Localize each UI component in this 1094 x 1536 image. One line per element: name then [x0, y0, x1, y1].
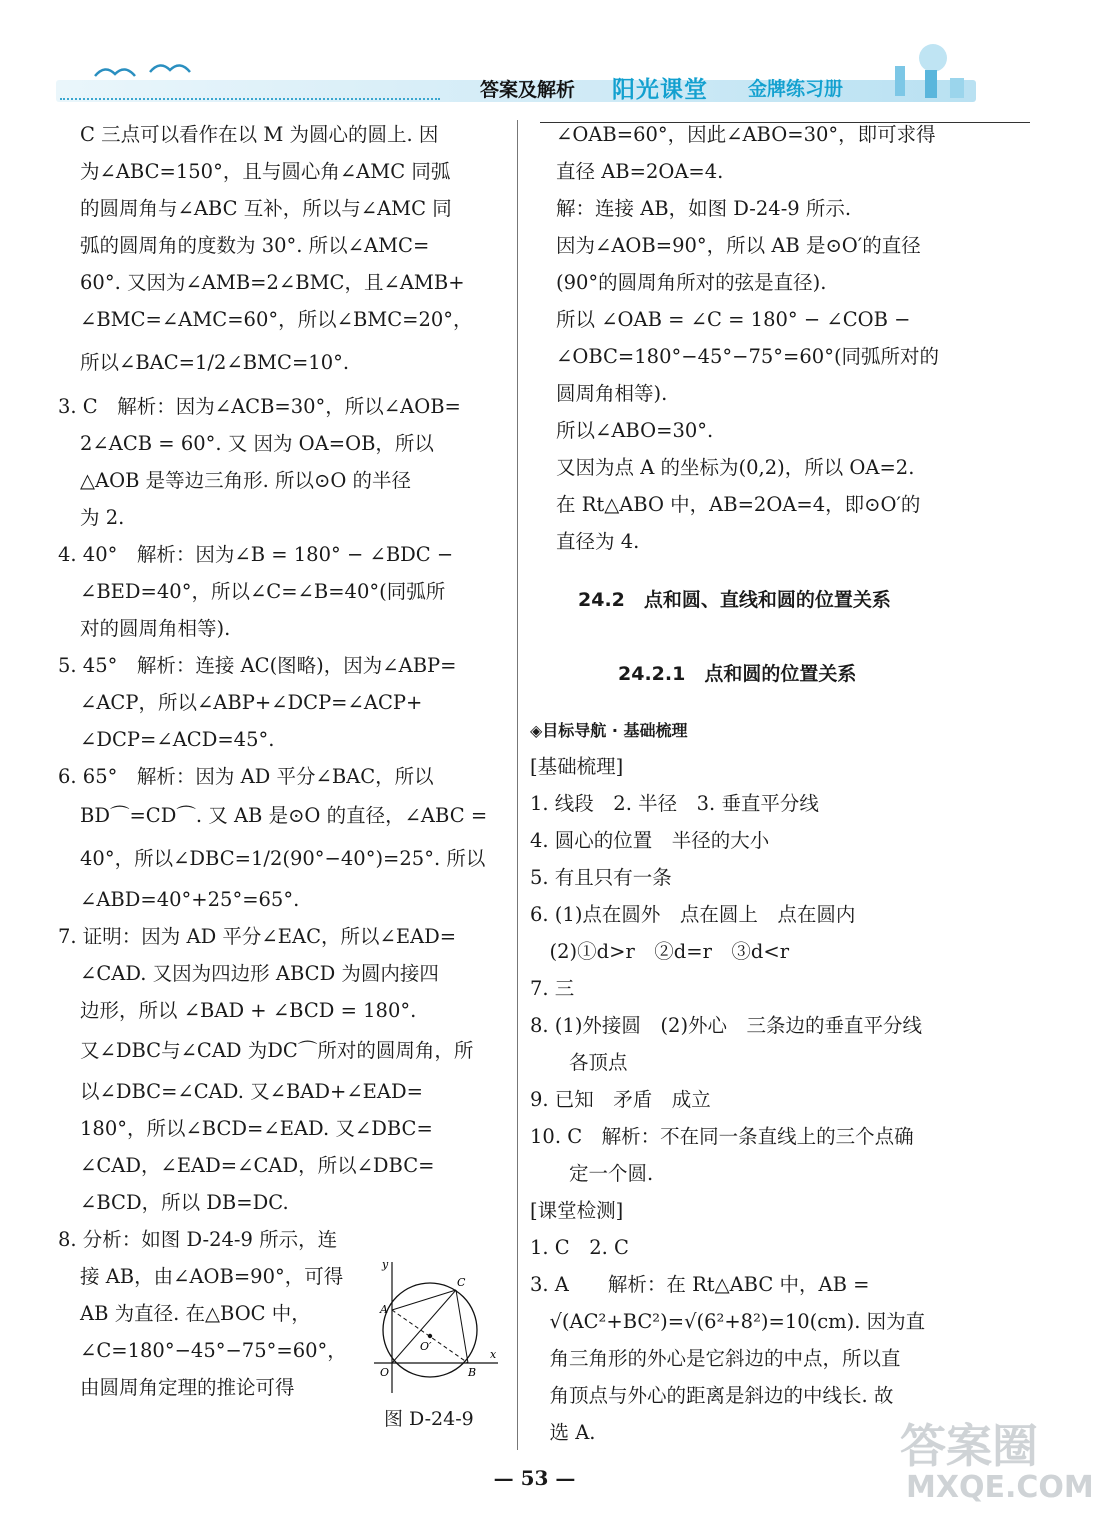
text-line: 60°. 又因为∠AMB=2∠BMC，且∠AMB+ — [80, 271, 465, 294]
header-brand: 阳光课堂 — [612, 76, 708, 103]
text-line: 7. 证明：因为 AD 平分∠EAC，所以∠EAD= — [58, 925, 457, 948]
text-line: 5. 45° 解析：连接 AC(图略)，因为∠ABP= — [58, 654, 457, 677]
point-label-b: B — [468, 1366, 477, 1379]
text-line: 直径为 4. — [556, 530, 640, 553]
watermark-logo: 答案圈 — [900, 1419, 1038, 1473]
text-line: 3. A 解析：在 Rt△ABC 中，AB = — [530, 1273, 870, 1296]
watermark-url: MXQE.COM — [906, 1470, 1094, 1505]
axis-label-y: y — [382, 1258, 389, 1271]
text-line: ∠C=180°−45°−75°=60°， — [80, 1339, 347, 1362]
text-line: 直径 AB=2OA=4. — [556, 160, 724, 183]
text-line: 40°，所以∠DBC=1/2(90°−40°)=25°. 所以 — [80, 847, 486, 870]
text-line: 所以∠BAC=1/2∠BMC=10°. — [80, 351, 350, 374]
text-line: 各顶点 — [530, 1051, 628, 1074]
text-line: ∠BED=40°，所以∠C=∠B=40°(同弧所 — [80, 580, 446, 603]
header-dotted-line — [60, 84, 440, 100]
text-line: ∠BMC=∠AMC=60°，所以∠BMC=20°， — [80, 308, 473, 331]
text-line: 角顶点与外心的距离是斜边的中线长. 故 — [530, 1384, 894, 1407]
text-line: 8. (1)外接圆 (2)外心 三条边的垂直平分线 — [530, 1014, 923, 1037]
text-line: 对的圆周角相等). — [80, 617, 231, 640]
text-line: ∠DCP=∠ACD=45°. — [80, 728, 275, 751]
text-line: 180°，所以∠BCD=∠EAD. 又∠DBC= — [80, 1117, 433, 1140]
point-label-c: C — [457, 1276, 466, 1289]
text-line: 边形，所以 ∠BAD + ∠BCD = 180°. — [80, 999, 417, 1022]
text-line: 所以∠ABO=30°. — [556, 419, 714, 442]
text-line: 为∠ABC=150°，且与圆心角∠AMC 同弧 — [80, 160, 451, 183]
right-column — [556, 116, 996, 560]
text-line: △AOB 是等边三角形. 所以⊙O 的半径 — [80, 469, 412, 492]
point-label-o: O — [380, 1366, 390, 1379]
text-line: 2∠ACB = 60°. 又 因为 OA=OB，所以 — [80, 432, 434, 455]
figure-caption: 图 D-24-9 — [384, 1408, 474, 1430]
text-line: ∠ACP，所以∠ABP+∠DCP=∠ACP+ — [80, 691, 423, 714]
text-line: 所以 ∠OAB = ∠C = 180° − ∠COB − — [556, 308, 911, 331]
point-label-o-prime: O′ — [420, 1340, 432, 1353]
text-line: 6. (1)点在圆外 点在圆上 点在圆内 — [530, 903, 856, 926]
text-line: 又因为点 A 的坐标为(0,2)，所以 OA=2. — [556, 456, 915, 479]
text-line: 10. C 解析：不在同一条直线上的三个点确 — [530, 1125, 914, 1148]
text-line: 选 A. — [530, 1421, 596, 1444]
text-line: 3. C 解析：因为∠ACB=30°，所以∠AOB= — [58, 395, 461, 418]
text-line: 定一个圆. — [530, 1162, 654, 1185]
text-line: 4. 圆心的位置 半径的大小 — [530, 829, 770, 852]
text-line: 8. 分析：如图 D-24-9 所示，连 — [58, 1228, 338, 1251]
text-line: ∠BCD，所以 DB=DC. — [80, 1191, 289, 1214]
text-line: 因为∠AOB=90°，所以 AB 是⊙O′的直径 — [556, 234, 921, 257]
text-line: ∠CAD，∠EAD=∠CAD，所以∠DBC= — [80, 1154, 435, 1177]
text-line: 在 Rt△ABO 中，AB=2OA=4，即⊙O′的 — [556, 493, 921, 516]
text-line: 圆周角相等). — [556, 382, 668, 405]
text-line: 5. 有且只有一条 — [530, 866, 672, 889]
axis-label-x: x — [490, 1348, 497, 1361]
text-line: 4. 40° 解析：因为∠B = 180° − ∠BDC − — [58, 543, 454, 566]
point-label-a: A — [380, 1303, 388, 1316]
header-subbrand: 金牌练习册 — [748, 78, 844, 100]
section-heading: 24.2 点和圆、直线和圆的位置关系 — [578, 589, 891, 611]
text-line: ∠CAD. 又因为四边形 ABCD 为圆内接四 — [80, 962, 439, 985]
text-line: 为 2. — [80, 506, 125, 529]
circle-figure — [370, 1258, 500, 1398]
text-line: [课堂检测] — [530, 1199, 624, 1222]
text-line: [基础梳理] — [530, 755, 624, 778]
lighthouse-icon — [875, 40, 985, 102]
text-line: (90°的圆周角所对的弦是直径). — [556, 271, 827, 294]
text-line: 9. 已知 矛盾 成立 — [530, 1088, 711, 1111]
text-line: 1. C 2. C — [530, 1236, 629, 1259]
nav-heading: ◈目标导航 · 基础梳理 — [530, 721, 688, 740]
text-line: (2)①d>r ②d=r ③d<r — [530, 940, 790, 963]
text-line: 1. 线段 2. 半径 3. 垂直平分线 — [530, 792, 819, 815]
text-line: AB 为直径. 在△BOC 中， — [80, 1302, 311, 1325]
text-line: 以∠DBC=∠CAD. 又∠BAD+∠EAD= — [80, 1080, 423, 1103]
page-number: — 53 — — [493, 1466, 576, 1490]
text-line: 6. 65° 解析：因为 AD 平分∠BAC，所以 — [58, 765, 434, 788]
text-line: ∠OBC=180°−45°−75°=60°(同弧所对的 — [556, 345, 940, 368]
text-line: 角三角形的外心是它斜边的中点，所以直 — [530, 1347, 901, 1370]
page-header — [40, 62, 980, 106]
text-line: √(AC²+BC²)=√(6²+8²)=10(cm). 因为直 — [530, 1310, 926, 1333]
text-line: 解：连接 AB，如图 D-24-9 所示. — [556, 197, 852, 220]
column-divider — [517, 120, 518, 1450]
seagull-icon — [90, 56, 200, 86]
text-line: 7. 三 — [530, 977, 575, 1000]
header-label: 答案及解析 — [480, 79, 576, 101]
text-line: ∠OAB=60°，因此∠ABO=30°，即可求得 — [556, 123, 936, 146]
right-answers — [530, 748, 1000, 1451]
text-line: BD⌒=CD⌒. 又 AB 是⊙O 的直径，∠ABC = — [80, 804, 488, 827]
text-line: 的圆周角与∠ABC 互补，所以与∠AMC 同 — [80, 197, 452, 220]
text-line: 弧的圆周角的度数为 30°. 所以∠AMC= — [80, 234, 430, 257]
subsection-heading: 24.2.1 点和圆的位置关系 — [618, 663, 857, 685]
text-line: 接 AB，由∠AOB=90°，可得 — [80, 1265, 344, 1288]
text-line: C 三点可以看作在以 M 为圆心的圆上. 因 — [80, 123, 439, 146]
text-line: ∠ABD=40°+25°=65°. — [80, 888, 300, 911]
left-column — [58, 116, 510, 1406]
text-line: 又∠DBC与∠CAD 为DC⌒所对的圆周角，所 — [80, 1039, 474, 1062]
text-line: 由圆周角定理的推论可得 — [80, 1376, 295, 1399]
